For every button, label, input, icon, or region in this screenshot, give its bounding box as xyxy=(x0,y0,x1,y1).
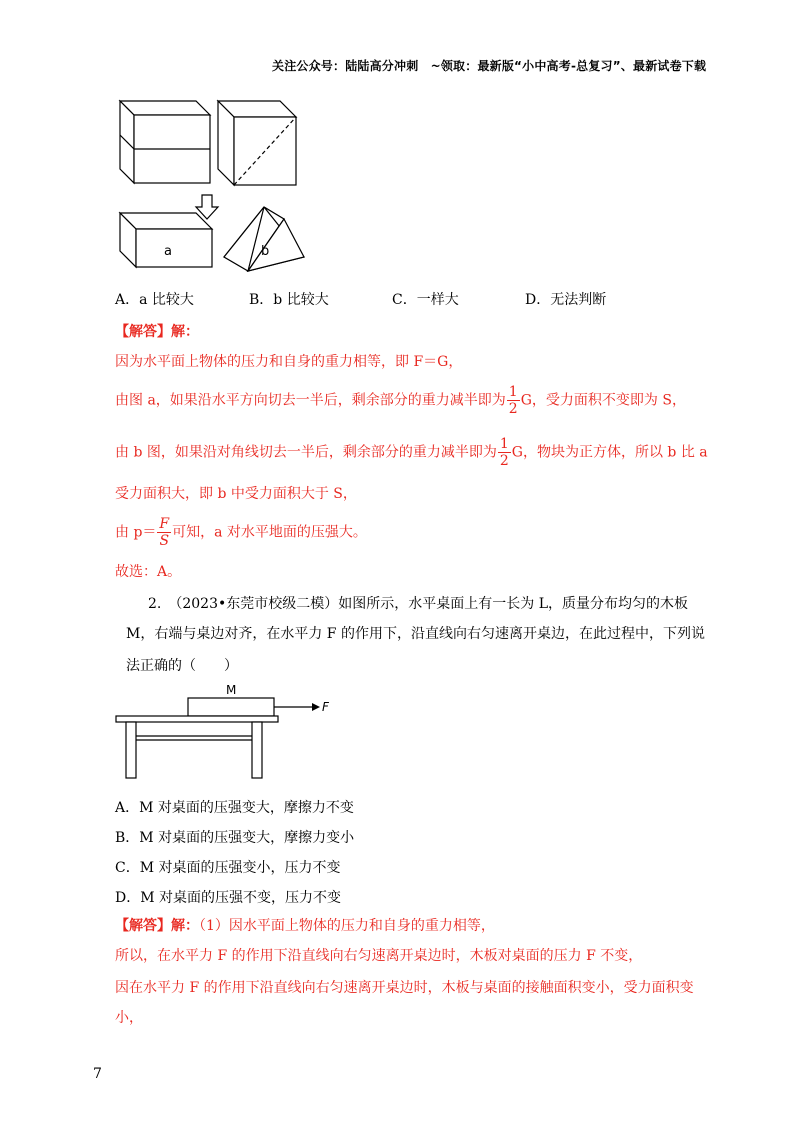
half-fraction: $\frac{1}{2}$ xyxy=(499,436,509,469)
label-f: F xyxy=(322,700,329,714)
answer1-line3-pre: 由 b 图，如果沿对角线切去一半后，剩余部分的重力减半即为 xyxy=(115,444,497,461)
answer1-line2-post: G，受力面积不变即为 S， xyxy=(520,392,686,409)
label-b: b xyxy=(261,244,270,259)
label-a: a xyxy=(164,244,172,259)
page-header: 关注公众号：陆陆高分冲刺 ~领取：最新版“小中高考-总复习”、最新试卷下载 xyxy=(272,59,707,73)
answer1-line2-pre: 由图 a，如果沿水平方向切去一半后，剩余部分的重力减半即为 xyxy=(115,392,506,409)
pressure-fraction: $\frac{F}{S}$ xyxy=(159,516,170,549)
q2-stem-line3: 法正确的（ ） xyxy=(126,658,238,674)
q2-option-a[interactable]: A．M 对桌面的压强变大，摩擦力不变 xyxy=(115,800,354,816)
q2-option-d[interactable]: D．M 对桌面的压强不变，压力不变 xyxy=(115,890,342,906)
answer2-line4: 小， xyxy=(115,1010,143,1026)
arrow-right-icon xyxy=(312,703,320,711)
q2-option-b[interactable]: B．M 对桌面的压强变大，摩擦力变小 xyxy=(115,830,355,846)
answer1-line3-post: G，物块为正方体，所以 b 比 a xyxy=(511,444,708,461)
table-figure xyxy=(112,680,352,780)
answer1-line5 xyxy=(115,516,367,549)
cube-figure xyxy=(112,95,322,275)
board-m xyxy=(188,698,274,716)
q1-option-c[interactable]: C．一样大 xyxy=(392,292,459,308)
down-arrow-icon xyxy=(196,195,218,219)
table-leg-left xyxy=(126,722,136,778)
cube-left-top-face xyxy=(120,101,210,115)
answer2-line1-rest: （1）因水平面上物体的压力和自身的重力相等， xyxy=(199,918,495,934)
half-fraction: $\frac{1}{2}$ xyxy=(508,384,518,417)
label-m: M xyxy=(226,683,237,697)
table-top xyxy=(116,716,278,722)
answer1-title: 【解答】解： xyxy=(115,324,199,340)
answer1-line4: 受力面积大，即 b 中受力面积大于 S， xyxy=(115,486,357,502)
q1-option-d[interactable]: D．无法判断 xyxy=(525,292,607,308)
answer1-line2 xyxy=(115,384,686,417)
answer1-choice: 故选：A。 xyxy=(115,564,182,580)
table-leg-right xyxy=(252,722,262,778)
q1-option-a[interactable]: A．a 比较大 xyxy=(115,292,194,308)
answer1-line1: 因为水平面上物体的压力和自身的重力相等，即 F＝G， xyxy=(115,354,463,370)
q1-option-b[interactable]: B．b 比较大 xyxy=(249,292,329,308)
answer2-line1 xyxy=(115,916,495,936)
answer2-line3: 因在水平力 F 的作用下沿直线向右匀速离开桌边时，木板与桌面的接触面积变小，受力面积变 xyxy=(115,980,694,996)
page-number: 7 xyxy=(93,1066,102,1082)
answer2-line2: 所以，在水平力 F 的作用下沿直线向右匀速离开桌边时，木板对桌面的压力 F 不变， xyxy=(115,948,643,964)
q2-stem-line1: 2. （2023•东莞市校级二模）如图所示，水平桌面上有一长为 L，质量分布均匀的木板 xyxy=(148,596,688,612)
q2-option-c[interactable]: C．M 对桌面的压强变小，压力不变 xyxy=(115,860,341,876)
q2-stem-line2: M，右端与桌边对齐，在水平力 F 的作用下，沿直线向右匀速离开桌边，在此过程中，下列说 xyxy=(126,626,705,642)
answer1-line5-post: 可知，a 对水平地面的压强大。 xyxy=(172,524,367,541)
answer1-line3 xyxy=(115,436,708,469)
answer2-title: 【解答】解： xyxy=(115,918,199,934)
answer1-line5-pre: 由 p＝ xyxy=(115,524,157,541)
